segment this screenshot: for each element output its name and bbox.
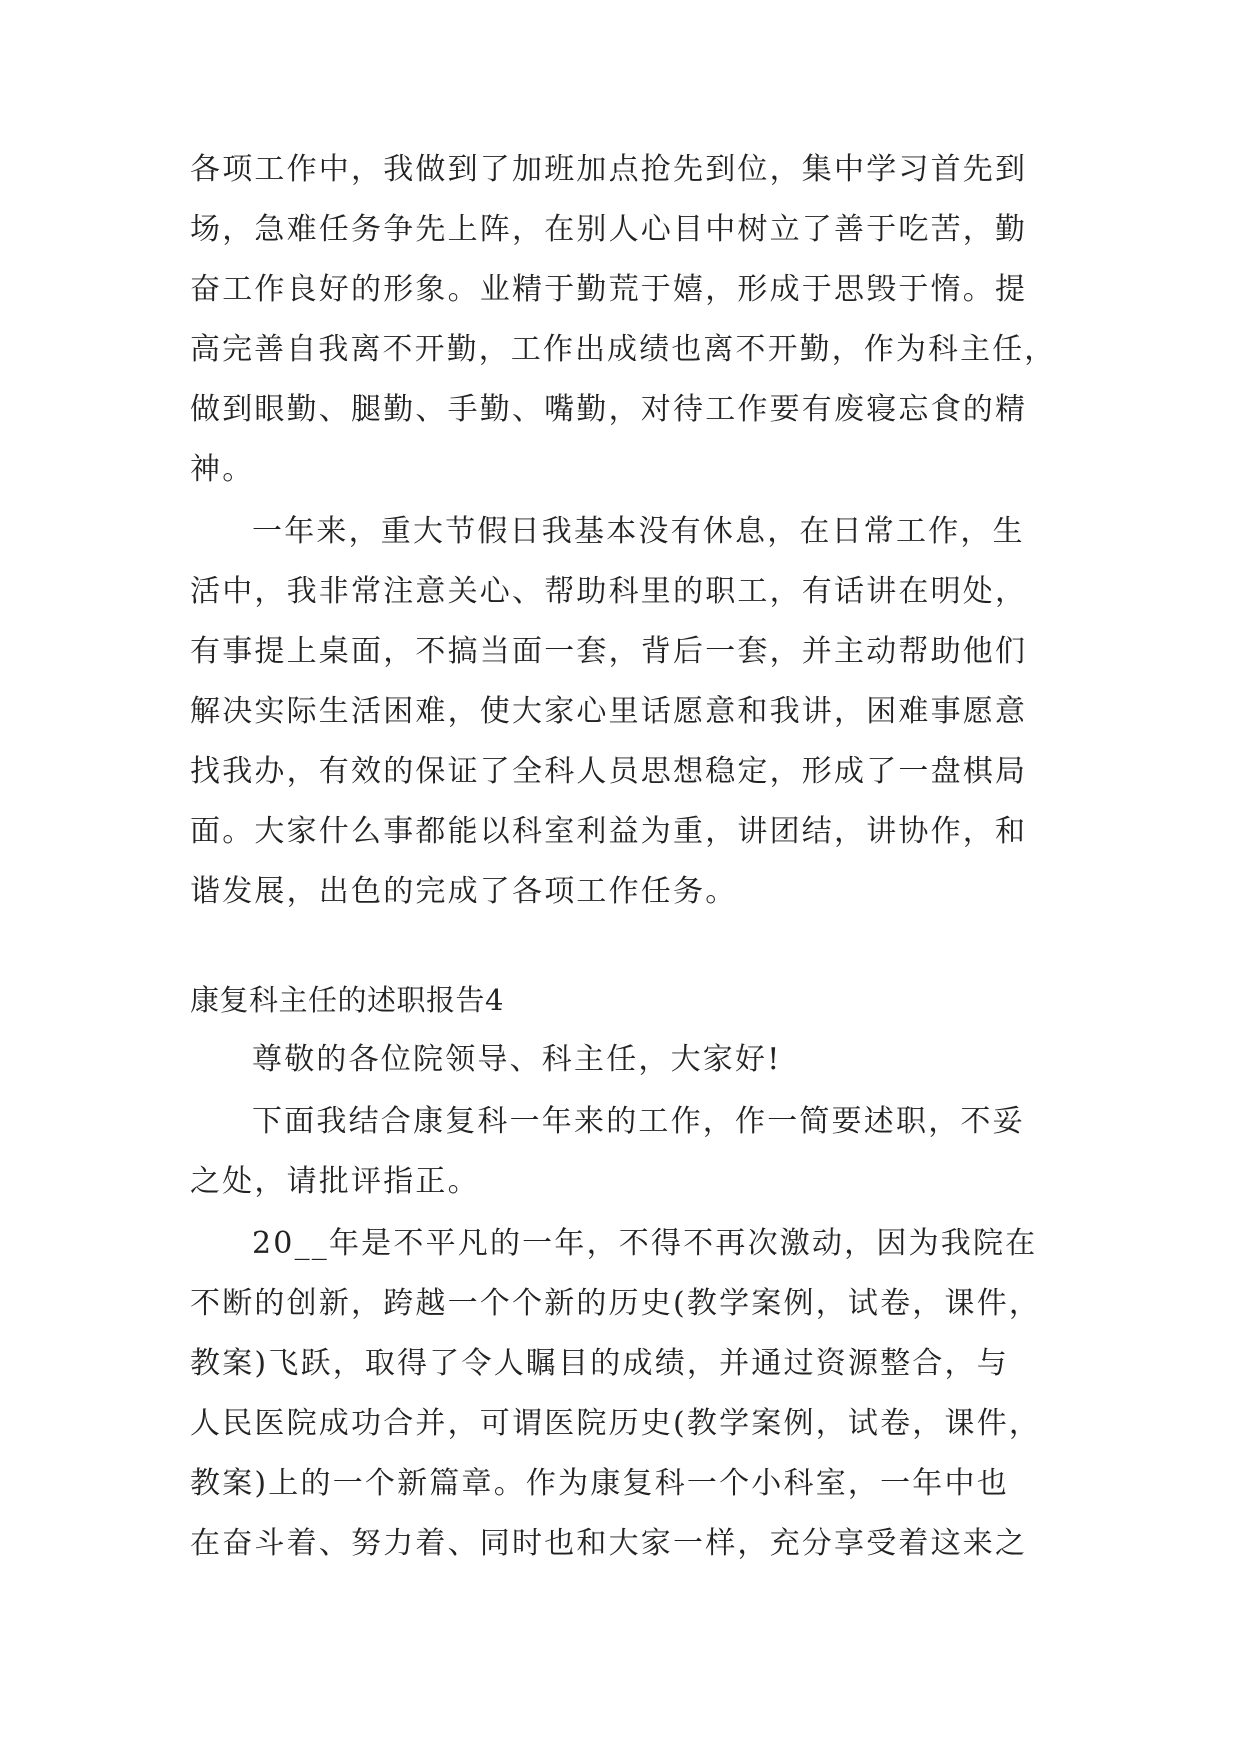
paragraph-line: 面。大家什么事都能以科室利益为重，讲团结，讲协作，和 bbox=[190, 814, 1028, 849]
paragraph-line: 在奋斗着、努力着、同时也和大家一样，充分享受着这来之 bbox=[190, 1526, 1028, 1561]
paragraph-line: 有事提上桌面，不搞当面一套，背后一套，并主动帮助他们 bbox=[190, 634, 1028, 669]
paragraph-line: 活中，我非常注意关心、帮助科里的职工，有话讲在明处， bbox=[190, 574, 1028, 609]
paragraph-line: 各项工作中，我做到了加班加点抢先到位，集中学习首先到 bbox=[190, 152, 1028, 187]
paragraph-line: 奋工作良好的形象。业精于勤荒于嬉，形成于思毁于惰。提 bbox=[190, 272, 1028, 307]
paragraph-line: 高完善自我离不开勤，工作出成绩也离不开勤，作为科主任， bbox=[190, 332, 1057, 367]
paragraph-line: 神。 bbox=[190, 452, 255, 487]
paragraph-line: 不断的创新，跨越一个个新的历史(教学案例，试卷，课件， bbox=[190, 1286, 1042, 1321]
paragraph-line: 谐发展，出色的完成了各项工作任务。 bbox=[190, 874, 738, 909]
paragraph-line: 人民医院成功合并，可谓医院历史(教学案例，试卷，课件， bbox=[190, 1406, 1042, 1441]
paragraph-line: 解决实际生活困难，使大家心里话愿意和我讲，困难事愿意 bbox=[190, 694, 1028, 729]
paragraph-line: 之处，请批评指正。 bbox=[190, 1164, 480, 1199]
salutation: 尊敬的各位院领导、科主任，大家好! bbox=[252, 1042, 782, 1077]
paragraph-line: 场，急难任务争先上阵，在别人心目中树立了善于吃苦，勤 bbox=[190, 212, 1028, 247]
paragraph-line: 一年来，重大节假日我基本没有休息，在日常工作，生 bbox=[252, 514, 1025, 549]
paragraph-line: 下面我结合康复科一年来的工作，作一简要述职，不妥 bbox=[252, 1104, 1025, 1139]
section-heading: 康复科主任的述职报告4 bbox=[190, 983, 504, 1017]
paragraph-line: 20__年是不平凡的一年，不得不再次激动，因为我院在 bbox=[252, 1226, 1038, 1261]
paragraph-line: 教案)上的一个新篇章。作为康复科一个小科室，一年中也 bbox=[190, 1466, 1009, 1501]
paragraph-line: 做到眼勤、腿勤、手勤、嘴勤，对待工作要有废寝忘食的精 bbox=[190, 392, 1028, 427]
paragraph-line: 教案)飞跃，取得了令人瞩目的成绩，并通过资源整合，与 bbox=[190, 1346, 1009, 1381]
paragraph-line: 找我办，有效的保证了全科人员思想稳定，形成了一盘棋局 bbox=[190, 754, 1028, 789]
